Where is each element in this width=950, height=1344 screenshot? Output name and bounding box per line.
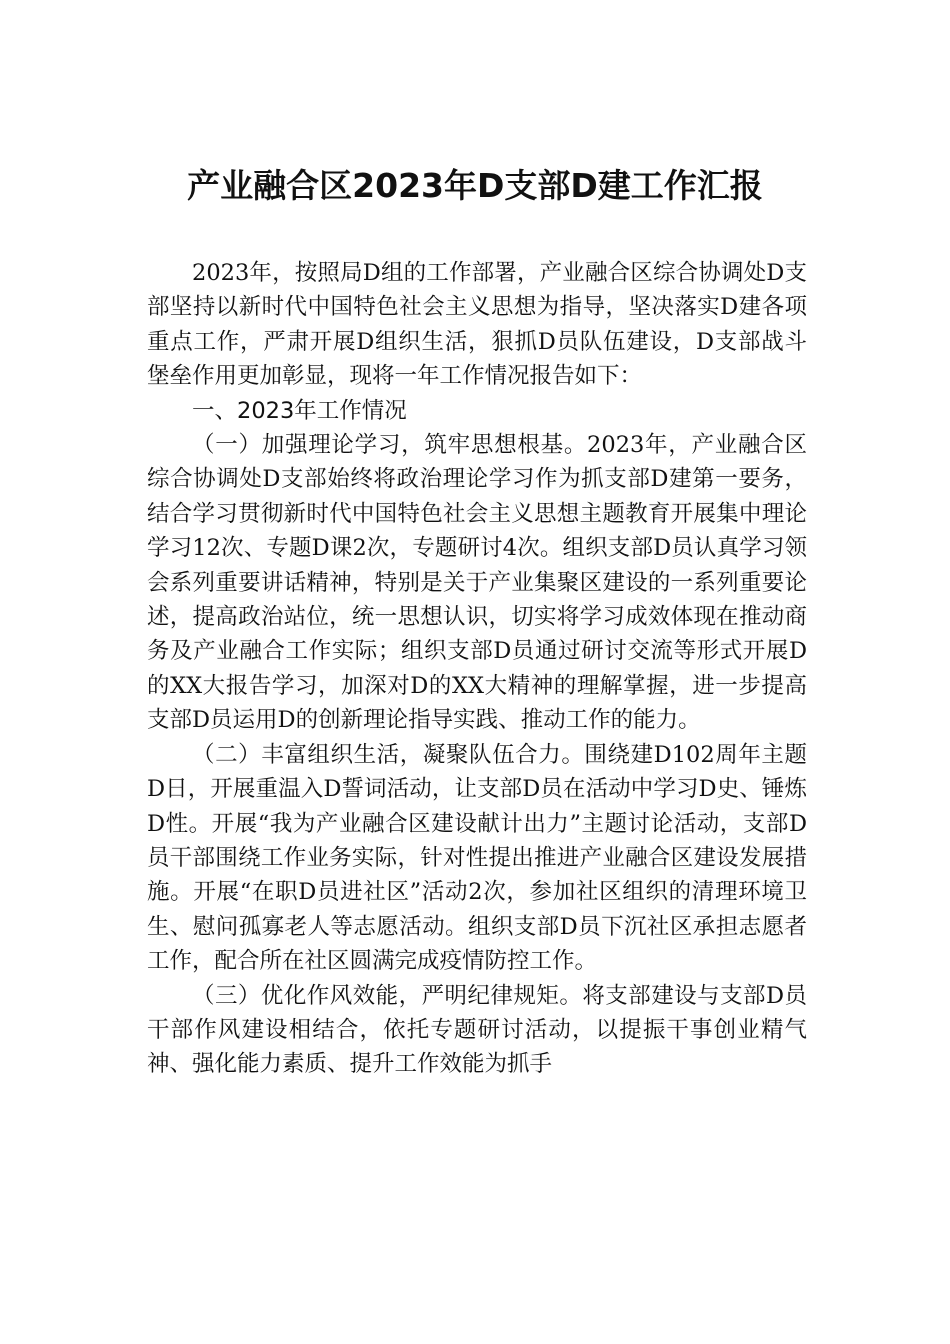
paragraph-study: （一）加强理论学习，筑牢思想根基。2023年，产业融合区综合协调处D支部始终将政治理论学习作为抓支部D建第一要务，结合学习贯彻新时代中国特色社会主义思想主题教育开展集中理论学习12次、专题D课2次，专题研讨4次。组织支部D员认真学习领会系列重要讲话精神，特别是关于产业集聚区建设的一系列重要论述，提高政治站位，统一思想认识，切实将学习成效体现在推动商务及产业融合工作实际；组织支部D员通过研讨交流等形式开展D的XX大报告学习，加深对D的XX大精神的理解掌握，进一步提高支部D员运用D的创新理论指导实践、推动工作的能力。 bbox=[147, 432, 807, 734]
section-heading: 一、2023年工作情况 bbox=[192, 397, 407, 424]
paragraph-activities: （二）丰富组织生活，凝聚队伍合力。围绕建D102周年主题D日，开展重温入D誓词活动，让支部D员在活动中学习D史、锤炼D性。开展“我为产业融合区建设献计出力”主题讨论活动，支部D员干部围绕工作业务实际，针对性提出推进产业融合区建设发展措施。开展“在职D员进社区”活动2次，参加社区组织的清理环境卫生、慰问孤寡老人等志愿活动。组织支部D员下沉社区承担志愿者工作，配合所在社区圆满完成疫情防控工作。 bbox=[147, 741, 807, 975]
intro-paragraph: 2023年，按照局D组的工作部署，产业融合区综合协调处D支部坚持以新时代中国特色社会主义思想为指导，坚决落实D建各项重点工作，严肃开展D组织生活，狠抓D员队伍建设，D支部战斗堡垒作用更加彰显，现将一年工作情况报告如下： bbox=[147, 260, 807, 390]
paragraph-discipline: （三）优化作风效能，严明纪律规矩。将支部建设与支部D员干部作风建设相结合，依托专题研讨活动，以提振干事创业精气神、强化能力素质、提升工作效能为抓手 bbox=[147, 982, 807, 1078]
document-body bbox=[147, 256, 807, 1082]
document-title: 产业融合区2023年D支部D建工作汇报 bbox=[187, 166, 763, 205]
